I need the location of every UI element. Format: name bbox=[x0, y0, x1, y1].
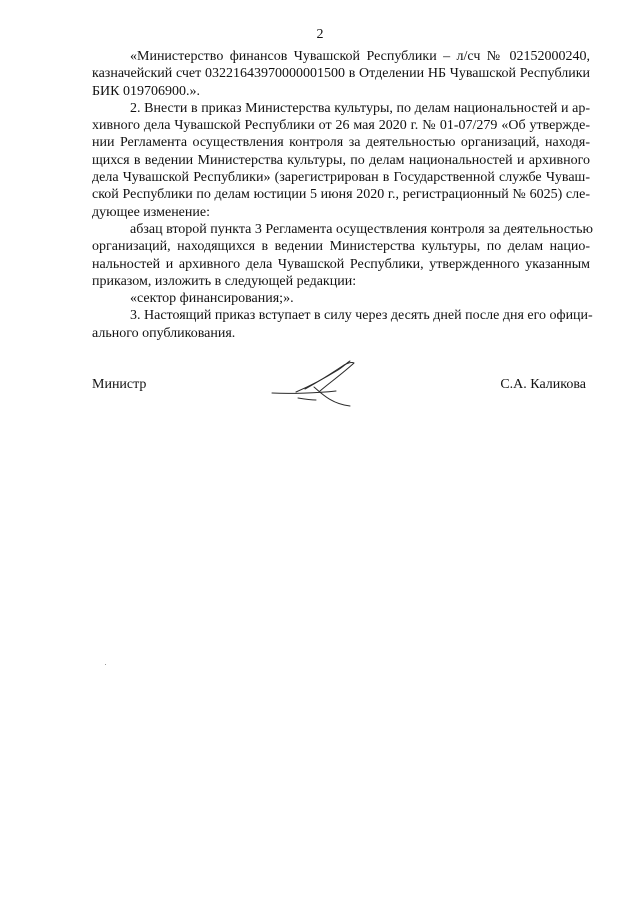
signature-block bbox=[92, 372, 590, 412]
text-line: ской Республики по делам юстиции 5 июня 2020 г., регистрационный № 6025) сле- bbox=[92, 187, 590, 203]
text-line: организаций, находящихся в ведении Министерства культуры, по делам нацио- bbox=[92, 239, 590, 255]
text-line: 2. Внести в приказ Министерства культуры, по делам национальностей и ар- bbox=[130, 100, 590, 116]
text-line: нальностей и архивного дела Чувашской Республики, утвержденного указанным bbox=[92, 256, 590, 272]
text-line: абзац второй пункта 3 Регламента осуществления контроля за деятельностью bbox=[130, 221, 593, 237]
scan-speck bbox=[105, 664, 106, 665]
document-body bbox=[92, 48, 593, 342]
text-line: «сектор финансирования;». bbox=[130, 291, 294, 307]
signer-name: С.А. Каликова bbox=[500, 377, 586, 392]
paragraph-item-2-amendment bbox=[92, 221, 593, 290]
text-line: приказом, изложить в следующей редакции: bbox=[92, 273, 357, 289]
text-line: 3. Настоящий приказ вступает в силу через десять дней после дня его офици- bbox=[130, 308, 593, 324]
paragraph-item-2-new-text bbox=[92, 290, 590, 307]
paragraph-item-3 bbox=[92, 307, 593, 342]
text-line: щихся в ведении Министерства культуры, по делам национальностей и архивного bbox=[92, 152, 590, 168]
text-line: нии Регламента осуществления контроля за деятельностью организаций, находя- bbox=[92, 135, 590, 151]
text-line: «Министерство финансов Чувашской Республики – л/сч № 02152000240, bbox=[130, 49, 590, 64]
text-line: казначейский счет 03221643970000001500 в Отделении НБ Чувашской Республики bbox=[92, 66, 590, 82]
page-number: 2 bbox=[316, 27, 324, 42]
text-line: БИК 019706900.». bbox=[92, 83, 200, 99]
handwritten-signature bbox=[270, 360, 370, 414]
paragraph-account-details bbox=[92, 48, 590, 100]
text-line: ального опубликования. bbox=[92, 325, 236, 341]
text-line: дующее изменение: bbox=[92, 204, 210, 220]
signer-position: Министр bbox=[92, 377, 147, 392]
paragraph-item-2 bbox=[92, 100, 590, 221]
text-line: дела Чувашской Республики» (зарегистрирован в Государственной службе Чуваш- bbox=[92, 170, 590, 186]
text-line: хивного дела Чувашской Республики от 26 мая 2020 г. № 01-07/279 «Об утвержде- bbox=[92, 118, 590, 134]
